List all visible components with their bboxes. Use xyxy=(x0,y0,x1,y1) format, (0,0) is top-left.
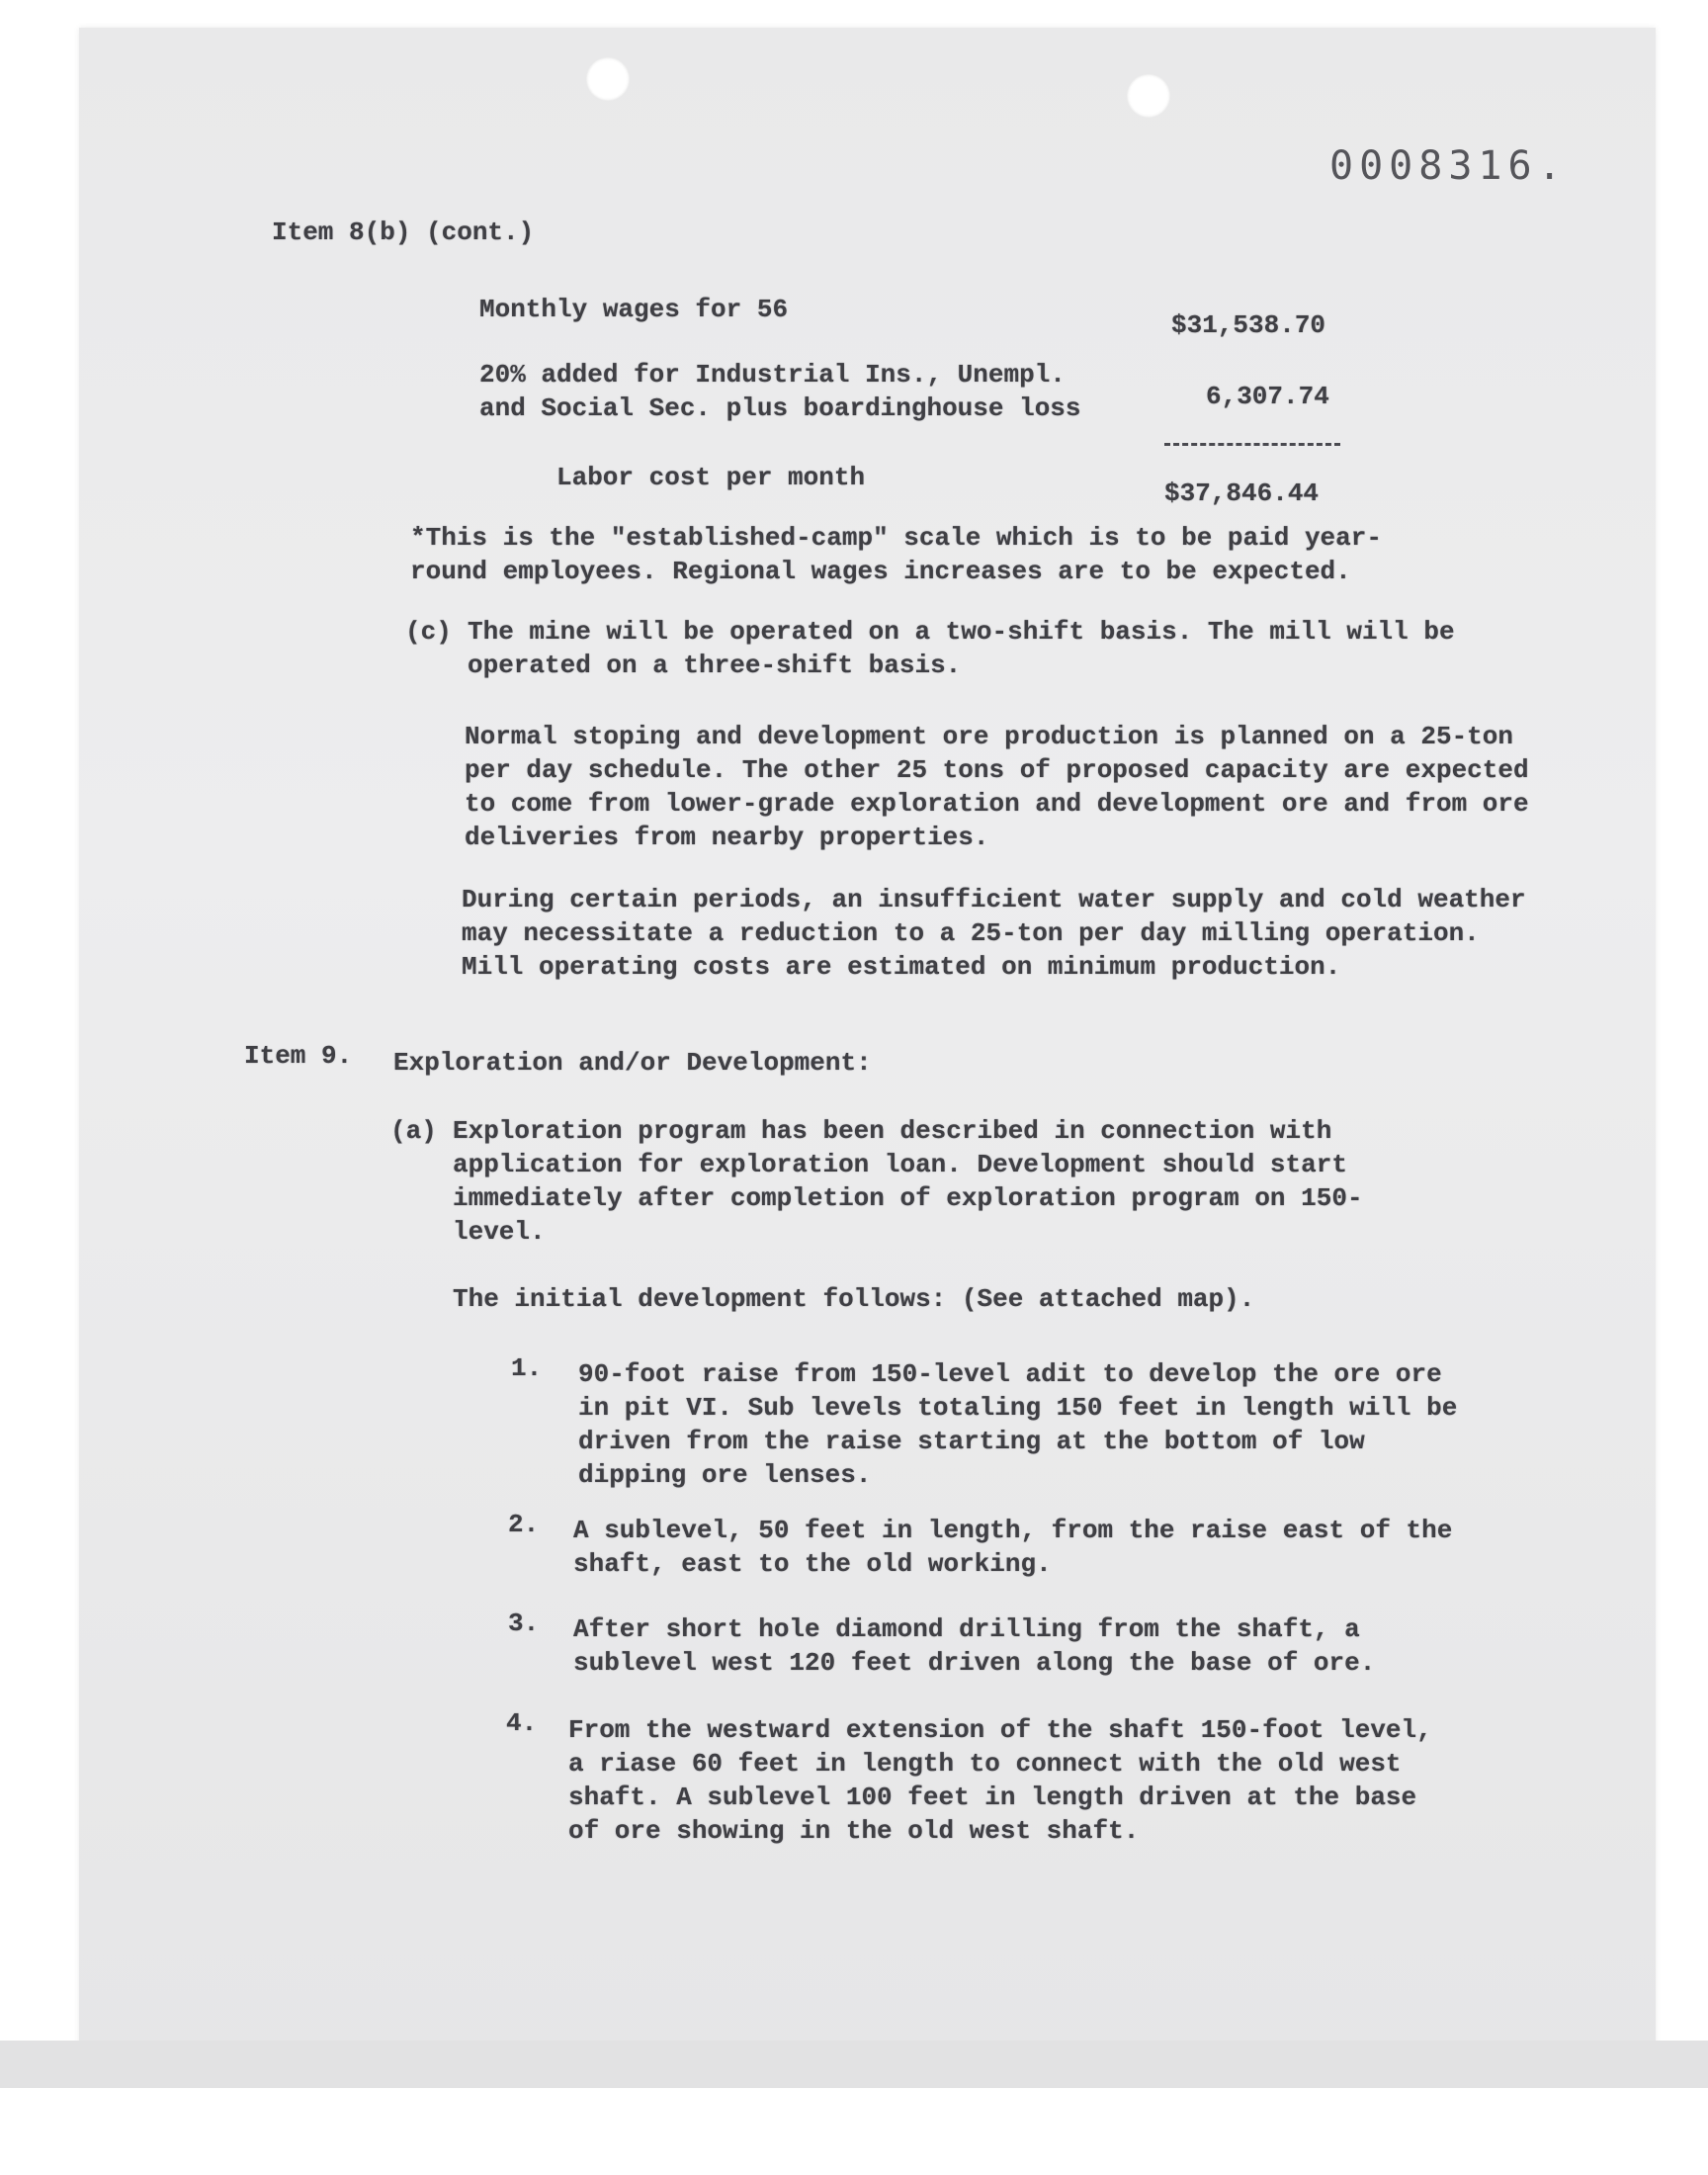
dev-item-2-number: 2. xyxy=(508,1510,540,1539)
item8-c-text: The mine will be operated on a two-shift basis. The mill will be operated on a three-shift basis. xyxy=(468,617,1455,680)
item9-a-marker: (a) xyxy=(390,1116,437,1146)
established-camp-note: *This is the "established-camp" scale which is to be paid year-round employees. Regional wages increases are to be expected. xyxy=(410,523,1382,586)
dev-item-3-text: After short hole diamond drilling from the shaft, a sublevel west 120 feet driven along the base of ore. xyxy=(573,1614,1376,1678)
item8-heading: Item 8(b) (cont.) xyxy=(272,218,535,247)
item9-a-text: Exploration program has been described in connection with application for exploration loan. Development should start immediately after completion of exploration program on 150-level. xyxy=(453,1116,1363,1247)
item8-c-paragraph2: Normal stoping and development ore production is planned on a 25-ton per day schedule. The other 25 tons of proposed capacity are expected to come from lower-grade exploration and development ore and from ore deliveries from nearby properties. xyxy=(465,722,1529,852)
dev-item-4-text: From the westward extension of the shaft 150-foot level, a riase 60 feet in length to connect with the old west shaft. A sublevel 100 feet in length driven at the base of ore showing in the old west shaft. xyxy=(568,1715,1432,1846)
monthly-wages-value: $31,538.70 xyxy=(1171,310,1326,340)
item9-label: Item 9. xyxy=(244,1041,353,1071)
document-stamp-number: 0008316. xyxy=(1329,143,1568,189)
item9-heading: Exploration and/or Development: xyxy=(393,1048,872,1078)
labor-cost-value: $37,846.44 xyxy=(1164,478,1320,508)
dev-item-4-number: 4. xyxy=(506,1708,538,1738)
sum-rule xyxy=(1164,443,1340,446)
dev-item-2-text: A sublevel, 50 feet in length, from the raise east of the shaft, east to the old working. xyxy=(573,1516,1453,1579)
development-intro: The initial development follows: (See attached map). xyxy=(453,1284,1255,1314)
dev-item-3-number: 3. xyxy=(508,1609,540,1638)
added-costs-line2: and Social Sec. plus boardinghouse loss xyxy=(479,393,1081,423)
added-costs-value: 6,307.74 xyxy=(1206,382,1329,411)
punch-hole-left xyxy=(586,57,630,101)
scan-bottom-edge xyxy=(0,2041,1708,2088)
added-costs-line1: 20% added for Industrial Ins., Unempl. xyxy=(479,360,1066,390)
dev-item-1-text: 90-foot raise from 150-level adit to develop the ore ore in pit VI. Sub levels totaling 150 feet in length will be driven from the raise starting at the bottom of low dipping ore lenses. xyxy=(578,1359,1458,1490)
item8-c-paragraph3: During certain periods, an insufficient water supply and cold weather may necessitate a reduction to a 25-ton per day milling operation. Mill operating costs are estimated on minimum production. xyxy=(462,885,1526,982)
labor-cost-label: Labor cost per month xyxy=(556,463,866,492)
monthly-wages-label: Monthly wages for 56 xyxy=(479,295,789,324)
dev-item-1-number: 1. xyxy=(511,1353,543,1383)
item8-c-marker: (c) xyxy=(405,617,452,647)
punch-hole-right xyxy=(1127,74,1170,118)
